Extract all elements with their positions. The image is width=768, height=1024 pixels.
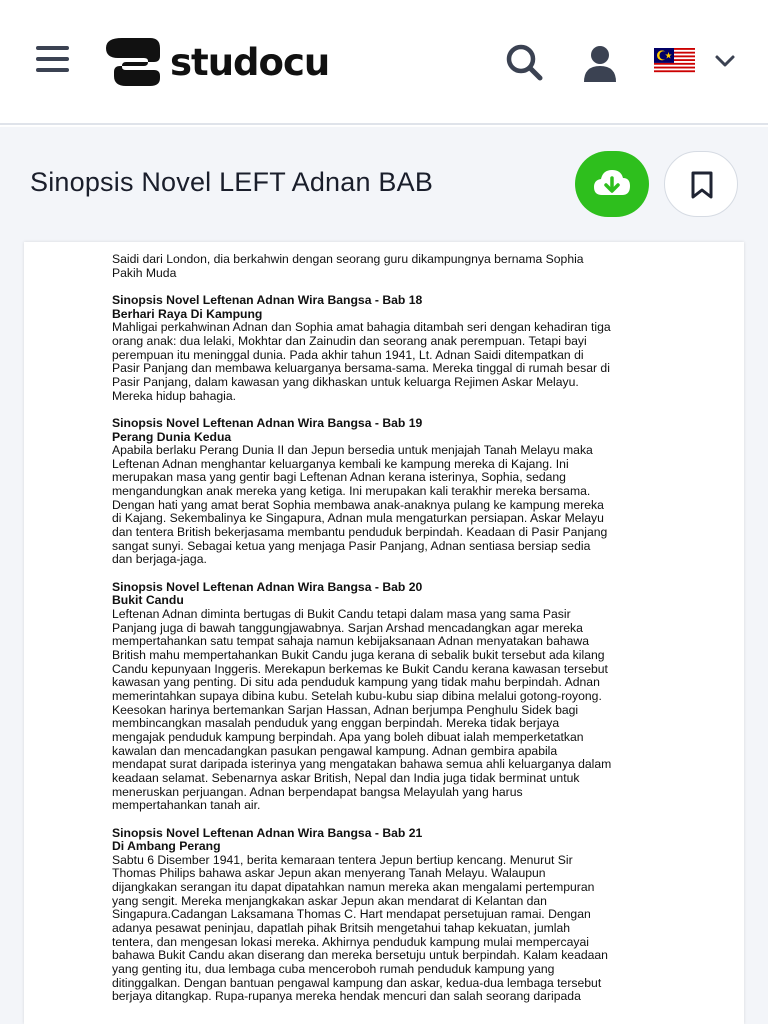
text-line: Pakih Muda — [112, 265, 177, 280]
text-line: keadaan selamat. Sebenarnya askar British, Nepal dan India juga tidak berminat untuk — [112, 770, 580, 785]
text-line: British mahu mempertahankan Bukit Candu juga kerana di sebalik bukit tersebut ada kilang — [112, 647, 605, 662]
document-title: Sinopsis Novel LEFT Adnan BAB — [30, 167, 434, 197]
paragraph-gap — [112, 813, 672, 827]
text-line: mempertahankan tanah air. — [112, 798, 261, 813]
text-line: yang sengit. Mereka menjangkakan askar Jepun akan mendarat di Kelantan dan — [112, 893, 547, 908]
text-line: membincangkan masalah penduduk yang enggan berpindah. Mereka tidak berjaya — [112, 716, 560, 731]
text-line: Leftenan Adnan menghantar keluarganya kembali ke kampung mereka di Kajang. Ini — [112, 456, 569, 471]
text-line: dan berjaga-jaga. — [112, 552, 207, 567]
text-line: yang genting itu, dua lembaga cuba menceroboh rumah penduduk kampung yang — [112, 962, 555, 977]
text-line: Singapura.Cadangan Laksamana Thomas C. Hart mendapat persetujuan ramai. Dengan — [112, 907, 591, 922]
text-line: Thomas Philips bahawa askar Jepun akan menyerang Tanah Melayu. Walaupun — [112, 866, 546, 881]
text-line: meneruskan perjuangan. Adnan berpendapat bangsa Melayulah yang harus — [112, 784, 523, 799]
document-title-bar — [0, 127, 768, 242]
studocu-logo[interactable] — [104, 36, 329, 88]
text-line: mengajak penduduk kampung berpindah. Apa yang boleh dibuat ialah memperketatkan — [112, 729, 584, 744]
paragraph-gap — [112, 280, 672, 294]
text-line: Mahligai perkahwinan Adnan dan Sophia amat bahagia ditambah seri dengan kehadiran tiga — [112, 320, 611, 335]
text-line: sangat sunyi. Sebagai ketua yang menjaga Pasir Panjang, Adnan sentiasa bersiap sedia — [112, 538, 591, 553]
text-line: Saidi dari London, dia berkahwin dengan seorang guru dikampungnya bernama Sophia — [112, 252, 584, 266]
chevron-down-icon — [714, 50, 736, 72]
text-line: Sabtu 6 Disember 1941, berita kemaraan tentera Jepun bertiup kencang. Menurut Sir — [112, 852, 573, 867]
language-selector[interactable] — [654, 46, 740, 78]
text-line: Dengan hati yang amat berat Sophia membawa anak-anaknya pulang ke kampung mereka — [112, 497, 604, 512]
document-page — [24, 242, 744, 1024]
paragraph-gap — [112, 567, 672, 581]
section-heading: Sinopsis Novel Leftenan Adnan Wira Bangsa - Bab 21 — [112, 825, 423, 840]
text-line: Candu kepunyaan Inggeris. Merekapun berkemas ke Bukit Candu kerana kawasan tersebut — [112, 661, 608, 676]
cloud-download-icon — [592, 165, 632, 203]
section-heading: Sinopsis Novel Leftenan Adnan Wira Bangsa - Bab 19 — [112, 415, 423, 430]
text-line: mempertahankan satu tempat sahaja namun kebijaksanaan Adnan menyatakan bahawa — [112, 634, 589, 649]
text-line: merupakan masa yang gentir bagi Leftenan Adnan kerana isterinya, Sophia, sedang — [112, 470, 566, 485]
text-line: memerintahkan supaya dibina kubu. Setelah kubu-kubu siap dibina melalui gotong-royong. — [112, 688, 602, 703]
text-line: ditinggalkan. Dengan bantuan pengawal kampung dan askar, kedua-dua lembaga tersebut — [112, 975, 602, 990]
document-text — [112, 253, 672, 1004]
text-line: kawalan dan mencadangkan pasukan pengawal kampung. Adnan gembira apabila — [112, 743, 558, 758]
top-navigation-bar — [0, 0, 768, 125]
logo-text: studocu — [170, 40, 330, 84]
hamburger-menu-icon[interactable] — [36, 46, 70, 76]
text-line: di Kajang. Sekembalinya ke Singapura, Adnan mula mengaturkan persiapan. Askar Melayu — [112, 511, 604, 526]
section-subheading: Berhari Raya Di Kampung — [112, 306, 263, 321]
search-icon[interactable] — [503, 42, 545, 82]
text-line: perempuan itu meninggal dunia. Pada akhir tahun 1941, Lt. Adnan Saidi ditempatkan di — [112, 347, 584, 362]
section-subheading: Di Ambang Perang — [112, 839, 221, 854]
section-subheading: Bukit Candu — [112, 593, 184, 608]
text-line: mengandungkan anak mereka yang ketiga. Ini merupakan kali terakhir mereka bersama. — [112, 484, 591, 499]
text-line: Panjang juga di bawah tanggungjawabnya. Sarjan Arshad mencadangkan agar mereka — [112, 620, 583, 635]
malaysia-flag-icon — [654, 48, 695, 74]
text-line: tentera, dan mengesan lokasi mereka. Akhirnya penduduk kampung mulai mempercayai — [112, 934, 589, 949]
text-line: Keesokan harinya bertemankan Sarjan Hassan, Adnan berjumpa Penghulu Sidek bagi — [112, 702, 579, 717]
text-line: berjaya ditangkap. Rupa-rupanya mereka hendak mencuri dan salah seorang daripada — [112, 989, 581, 1004]
user-icon[interactable] — [580, 44, 620, 84]
text-line: bahawa Bukit Candu akan diserang dan mereka bersetuju untuk berpindah. Kalam keadaan — [112, 948, 608, 963]
bookmark-button[interactable] — [664, 151, 738, 217]
download-button[interactable] — [575, 151, 649, 217]
text-line: adanya pesawat peninjau, dapatlah pihak Britsih mengetahui tahap kekuatan, jumlah — [112, 921, 571, 936]
text-line: orang anak: dua lelaki, Mokhtar dan Zainudin dan seorang anak perempuan. Tetapi bayi — [112, 333, 587, 348]
text-line: Leftenan Adnan diminta bertugas di Bukit Candu tetapi dalam masa yang sama Pasir — [112, 607, 571, 622]
section-heading: Sinopsis Novel Leftenan Adnan Wira Bangsa - Bab 20 — [112, 579, 423, 594]
paragraph-gap — [112, 403, 672, 417]
text-line: kawasan yang penting. Di situ ada penduduk kampung yang tidak mahu berpindah. Adnan — [112, 675, 600, 690]
text-line: mendapat surat daripada isterinya yang mengatakan bahawa semua ahli keluarganya dalam — [112, 757, 612, 772]
section-heading: Sinopsis Novel Leftenan Adnan Wira Bangsa - Bab 18 — [112, 292, 423, 307]
text-line: dijangkakan serangan itu dapat dipatahkan namun mereka akan mengalami pertempuran — [112, 880, 595, 895]
text-line: dan tentera British bekerjasama membantu penduduk berpindah. Keadaan di Pasir Panjang — [112, 525, 608, 540]
text-line: Pasir Panjang, dalam kawasan yang dikhaskan untuk keluarga Rejimen Askar Melayu. — [112, 374, 579, 389]
document-viewer[interactable] — [0, 242, 768, 1024]
section-subheading: Perang Dunia Kedua — [112, 429, 232, 444]
studocu-logo-icon — [104, 36, 162, 88]
text-line: Pasir Panjang dan membawa keluarganya bersama-sama. Mereka tinggal di rumah besar di — [112, 361, 610, 376]
text-line: Mereka hidup bahagia. — [112, 388, 236, 403]
bookmark-icon — [690, 171, 714, 199]
text-line: Apabila berlaku Perang Dunia II dan Jepun bersedia untuk menjajah Tanah Melayu maka — [112, 443, 593, 458]
